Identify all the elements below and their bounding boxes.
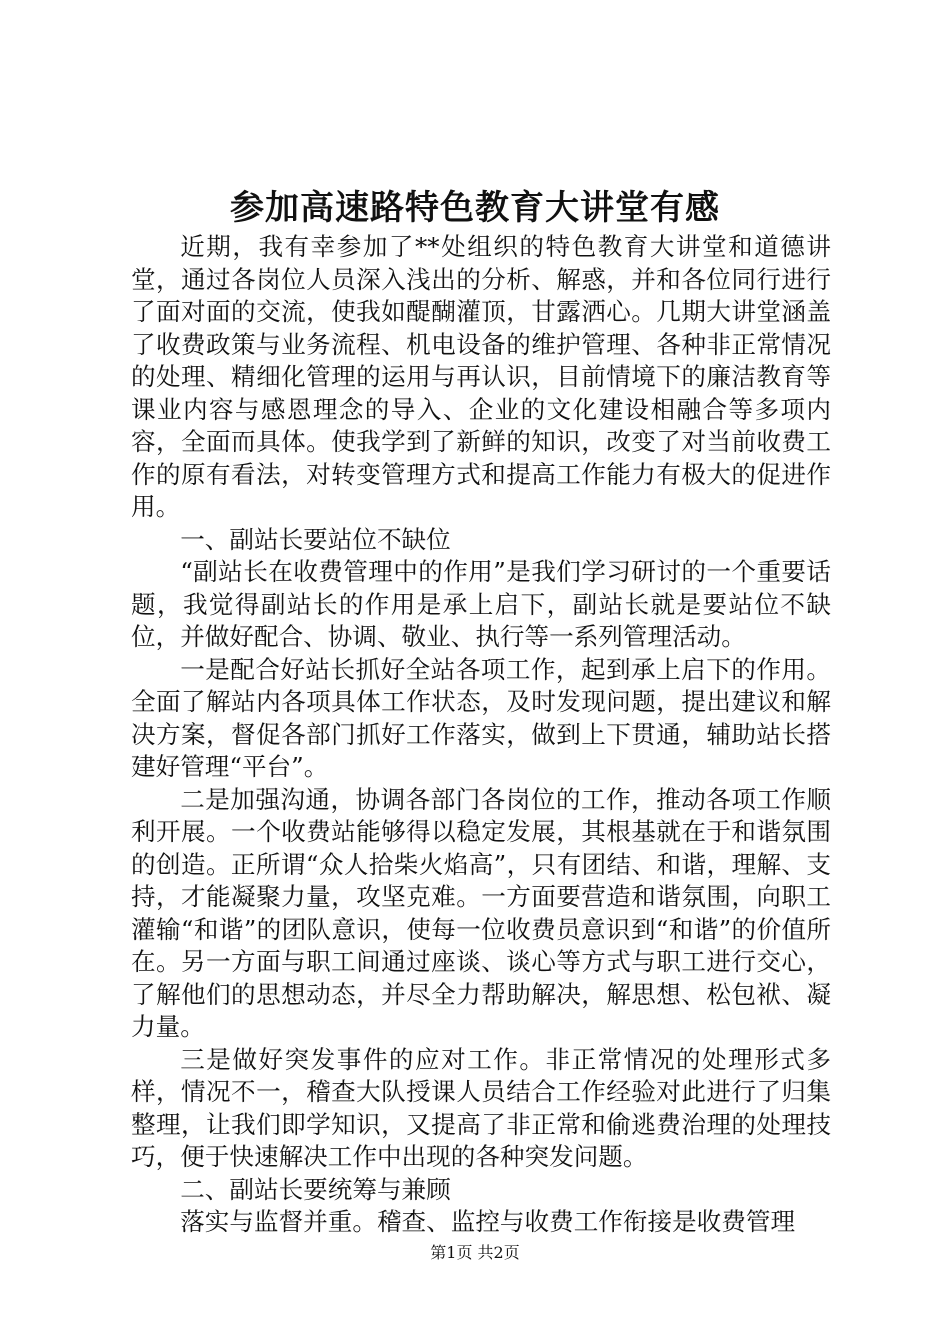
paragraph-role: “副站长在收费管理中的作用”是我们学习研讨的一个重要话题，我觉得副站长的作用是承上启下，副站长就是要站位不缺位，并做好配合、协调、敬业、执行等一系列管理活动。 [131, 557, 831, 651]
document-title: 参加高速路特色教育大讲堂有感 [230, 188, 720, 228]
paragraph-point-2: 二是加强沟通，协调各部门各岗位的工作，推动各项工作顺利开展。一个收费站能够得以稳定发展，其根基就在于和谐氛围的创造。正所谓“众人拾柴火焰高”，只有团结、和谐，理解、支持，才能凝聚力量，攻坚克难。一方面要营造和谐氛围，向职工灌输“和谐”的团队意识，使每一位收费员意识到“和谐”的价值所在。另一方面与职工间通过座谈、谈心等方式与职工进行交心，了解他们的思想动态，并尽全力帮助解决，解思想、松包袱、凝力量。 [131, 784, 831, 1041]
paragraph-intro: 近期，我有幸参加了**处组织的特色教育大讲堂和道德讲堂，通过各岗位人员深入浅出的分析、解惑，并和各位同行进行了面对面的交流，使我如醍醐灌顶，甘露洒心。几期大讲堂涵盖了收费政策与业务流程、机电设备的维护管理、各种非正常情况的处理、精细化管理的运用与再认识，目前情境下的廉洁教育等课业内容与感恩理念的导入、企业的文化建设相融合等多项内容，全面而具体。使我学到了新鲜的知识，改变了对当前收费工作的原有看法，对转变管理方式和提高工作能力有极大的促进作用。 [131, 232, 831, 521]
paragraph-point-3: 三是做好突发事件的应对工作。非正常情况的处理形式多样，情况不一，稽查大队授课人员结合工作经验对此进行了归集整理，让我们即学知识，又提高了非正常和偷逃费治理的处理技巧，便于快速解决工作中出现的各种突发问题。 [131, 1044, 831, 1171]
paragraph-point-1: 一是配合好站长抓好全站各项工作，起到承上启下的作用。全面了解站内各项具体工作状态，及时发现问题，提出建议和解决方案，督促各部门抓好工作落实，做到上下贯通，辅助站长搭建好管理“平台”。 [131, 654, 831, 781]
document-body [131, 231, 831, 1239]
section-heading-2: 二、副站长要统筹与兼顾 [180, 1174, 451, 1204]
section-heading-1: 一、副站长要站位不缺位 [180, 524, 451, 554]
paragraph-supervision: 落实与监督并重。稽查、监控与收费工作衔接是收费管理 [180, 1207, 796, 1236]
page-footer: 第1页 共2页 [430, 1243, 520, 1262]
